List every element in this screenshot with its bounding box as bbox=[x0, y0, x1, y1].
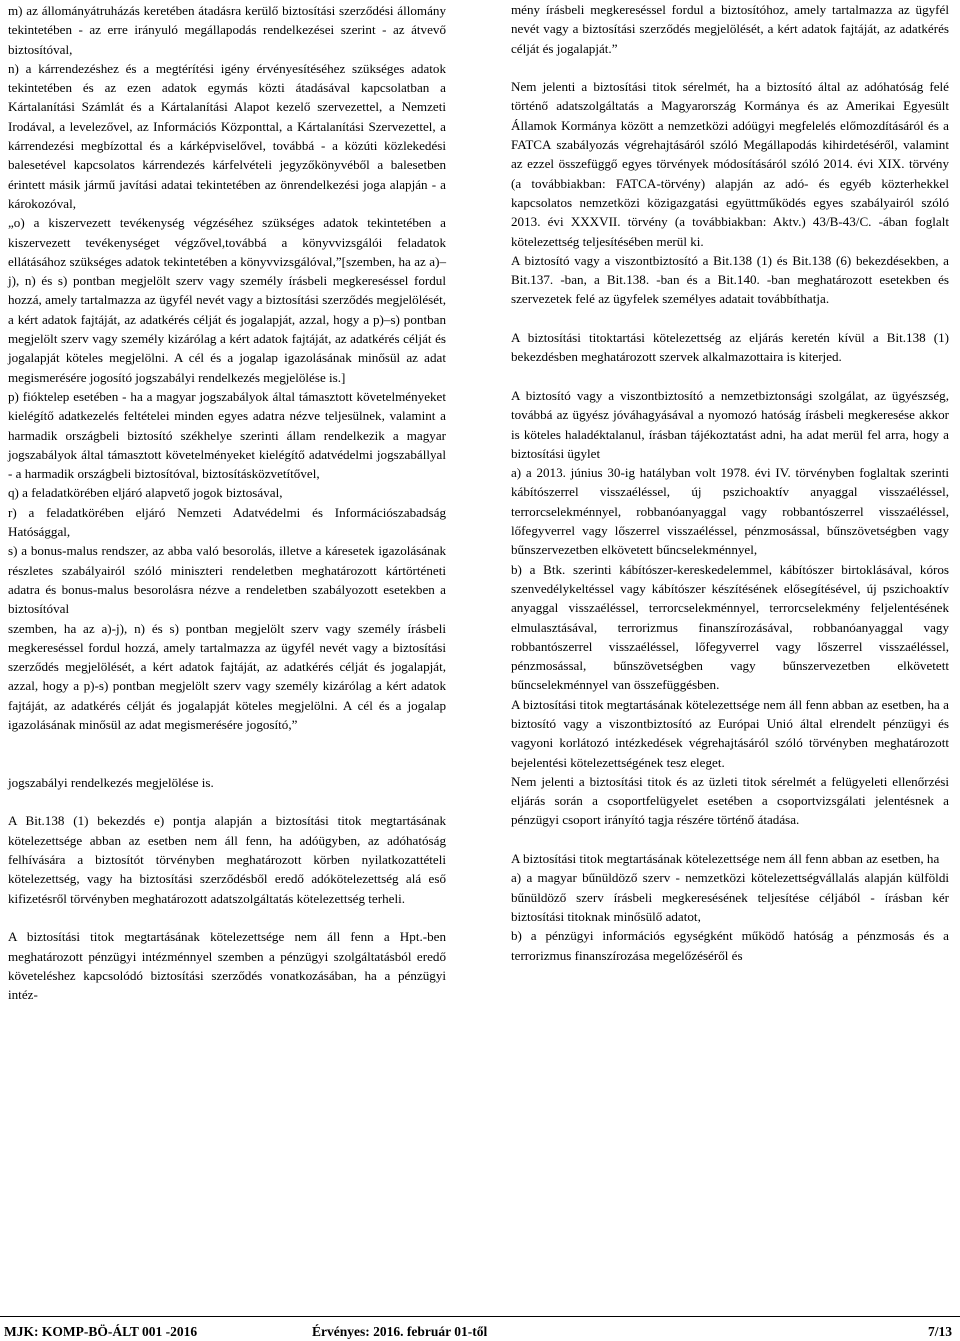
paragraph-item-b: b) a Btk. szerinti kábítószer-kereskedelemmel, kábítószer birtoklásával, kóros szenvedélykeltéssel vagy kábítószer készítésének elősegítésével, új pszichoaktív anyaggal visszaéléssel, terrorcselekménnyel, terrorcselekmény feljelentésének elmulasztásával, terrorizmus finanszírozásával, robbanóanyaggal vagy robbantószerrel visszaéléssel, lőfegyverrel vagy lőszerrel visszaéléssel, pénzmosással, bűnszövetségben vagy bűnszervezetben elkövetett bűncselekménnyel van összefüggésben. bbox=[511, 561, 949, 693]
paragraph-transfer: A biztosító vagy a viszontbiztosító a Bit.138 (1) és Bit.138 (6) bekezdésekben, a Bit.137. -ban, a Bit.138. -ban és a Bit.140. -ban meghatározott esetekben és szervezetek felé az ügyfelek személyes adatait továbbíthatja. bbox=[511, 252, 949, 307]
paragraph-national-security: A biztosító vagy a viszontbiztosító a nemzetbiztonsági szolgálat, az ügyészség, továbbá az ügyész jóváhagyásával a nyomozó hatóság írásbeli megkeresése akkor is köteles haladéktalanul, írásban tájékoztatást adni, ha adat merül fel arra, hogy a biztosítási ügylet bbox=[511, 387, 949, 461]
paragraph-law-enforcement: a) a magyar bűnüldöző szerv - nemzetközi kötelezettségvállalás alapján külföldi bűnüldöző szerv írásbeli megkeresésének teljesítése céljából - írásban kér biztosítási titoknak minősülő adatot, bbox=[511, 870, 949, 924]
paragraph-r: r) a feladatkörében eljáró Nemzeti Adatvédelmi és Információszabadság Hatósággal, bbox=[8, 504, 446, 540]
paragraph-n: n) a kárrendezéshez és a megtérítési igény érvényesítéséhez szükséges adatok tekintetében és az ezen adatok egymás közti átadásával kapcsolatban a Kártalanítási Számlát és a Kártalanítási Alapot kezelő szervezettel, a Nemzeti Irodával, a levelezővel, az Információs Központtal, a Kártalanítási Szervezettel, a kárrendezési megbízottal és a kárképviselővel, továbbá - a közúti közlekedési balesetével kapcsolatos kárrendezés kárfelvételi jegyzőkönyvéből a balesetben érintett másik jármű javítási adatai tekintetében az önrendelkezési joga alapján - a károkozóval, bbox=[8, 60, 446, 211]
paragraph-continuation: mény írásbeli megkereséssel fordul a biztosítóhoz, amely tartalmazza az ügyfél nevét vagy a biztosítási szerződés megjelölését, a kért adatok fajtáját, az adatkérés célját és jogalapját.” bbox=[511, 2, 949, 56]
paragraph-s: s) a bonus-malus rendszer, az abba való besorolás, illetve a káresetek igazolásának részletes szabályairól szóló miniszteri rendeletben meghatározott kártörténeti adatra és bonus-malus besorolásra nézve a rendeletben szabályozott esetekben a biztosítóval bbox=[8, 543, 446, 617]
paragraph-o: „o) a kiszervezett tevékenység végzéséhez szükséges adatok tekintetében a kiszervezett tevékenységet végzővel,továbbá a könyvvizsgálói feladatok ellátásához szükséges adatok tekintetében a könyvvizsgálóval,”[szemben, ha az a)–j), n) és s) pontban megjelölt szerv vagy személy írásbeli megkereséssel fordul hozzá, amely tartalmazza az ügyfél nevét vagy a biztosítási szerződés megjelölését, a kért adatok fajtáját, az adatkérés célját és jogalapját, azzal, hogy a p)–s) pontban megjelölt szerv vagy személy kizárólag a kért adatok fajtáját, az adatkérés célját és jogalapját köteles megjelölni. A cél és a jogalap igazolásának minősül az adat megismerésére jogosító jogszabályi rendelkezés megjelölése is.] bbox=[8, 215, 446, 385]
page-footer bbox=[0, 1316, 960, 1340]
right-column bbox=[511, 0, 949, 965]
paragraph-eu-sanctions: A biztosítási titok megtartásának kötelezettsége nem áll fenn abban az esetben, ha a biztosító vagy a viszontbiztosító az Európai Unió által elrendelt pénzügyi és vagyoni korlátozó intézkedések végrehajtásáról szóló törvényben meghatározott bejelentési kötelezettségének tesz eleget. bbox=[511, 696, 949, 770]
paragraph-p: p) fióktelep esetében - ha a magyar jogszabályok által támasztott követelményeket kielégítő adatkezelés feltételei minden egyes adatra nézve teljesülnek, valamint a harmadik országbeli biztosító székhelye szerinti állam rendelkezik a magyar jogszabályok által támasztott követelményeket kielégítő adatvédelmi jogszabállyal - a harmadik országbeli biztosítóval, biztosításközvetítővel, bbox=[8, 388, 446, 482]
paragraph-bit138-e: A Bit.138 (1) bekezdés e) pontja alapján a biztosítási titok megtartásának kötelezettsége abban az esetben nem áll fenn, ha adóügyben, az adóhatóság felhívására a biztosítót törvényben meghatározott körben nyilatkozattételi kötelezettség, vagy ha biztosítási szerződésből eredő adókötelezettség alá eső kifizetésről törvényben meghatározott adatszolgáltatás kötelezettség terheli. bbox=[8, 813, 446, 906]
paragraph-m: m) az állományátruházás keretében átadásra kerülő biztosítási szerződési állomány tekintetében - az erre irányuló megállapodás rendelkezései szerint - az átvevő biztosítóval, bbox=[8, 3, 446, 57]
page-number: 7/13 bbox=[927, 1324, 952, 1339]
paragraph-item-a: a) a 2013. június 30-ig hatályban volt 1978. évi IV. törvényben foglaltak szerinti kábítószerrel visszaéléssel, új pszichoaktív anyaggal visszaéléssel, terrorcselekménnyel, robbanóanyaggal vagy robbantószerrel visszaéléssel, lőfegyverrel vagy lőszerrel visszaéléssel, pénzmosással, bűnszövetségben vagy bűnszervezetben elkövetett bűncselekménnyel, bbox=[511, 465, 949, 558]
paragraph-q: q) a feladatkörében eljáró alapvető jogok biztosával, bbox=[8, 485, 283, 501]
paragraph-szemben: szemben, ha az a)-j), n) és s) pontban megjelölt szerv vagy személy írásbeli megkereséssel fordul hozzá, amely tartalmazza az ügyfél nevét vagy a biztosítási szerződés megjelölését, a kért adatok fajtáját, az adatkérés célját és jogalapját, azzal, hogy a p)-s) pontban megjelölt szerv vagy személy kizárólag a kért adatok fajtáját, az adatkérés célját és jogalapját köteles megjelölni. A cél és a jogalap igazolásának minősül az adat megismerésére jogosító,” bbox=[8, 620, 446, 732]
paragraph-group-supervision: Nem jelenti a biztosítási titok és az üzleti titok sérelmét a felügyeleti ellenőrzési eljárás során a csoportfelügyelet esetében a csoportvizsgálati jelentésnek a pénzügyi csoport irányító tagja részére történő átadása. bbox=[511, 773, 949, 828]
validity-date: Érvényes: 2016. február 01-től bbox=[312, 1324, 488, 1339]
paragraph-secrecy-exception: A biztosítási titok megtartásának kötelezettsége nem áll fenn abban az esetben, ha bbox=[511, 851, 940, 867]
paragraph-jogszabalyi: jogszabályi rendelkezés megjelölése is. bbox=[8, 774, 214, 790]
left-column bbox=[8, 1, 446, 1004]
paragraph-fiu: b) a pénzügyi információs egységként működő hatóság a pénzmosás és a terrorizmus finanszírozása megelőzéséről és bbox=[511, 928, 949, 963]
document-code: MJK: KOMP-BÖ-ÁLT 001 -2016 bbox=[4, 1324, 198, 1339]
paragraph-fatca: Nem jelenti a biztosítási titok sérelmét, ha a biztosító által az adóhatóság felé történő adatszolgáltatás a Magyarország Kormánya és az Amerikai Egyesült Államok Kormánya között a nemzetközi adóügyi megfelelés előmozdításáról és a FATCA szabályozás végrehajtásáról szóló Megállapodás kihirdetéséről, valamint az ezzel összefüggő egyes törvények módosításáról szóló 2014. évi XIX. törvény (a továbbiakban: FATCA-törvény) alapján az adó- és egyéb közterhekkel kapcsolatos nemzetközi közigazgatási együttműködés egyes szabályairól szóló 2013. évi XXXVII. törvény (a továbbiakban: Aktv.) 43/B-43/C. -ában foglalt kötelezettség teljesítésében merül ki. bbox=[511, 79, 949, 249]
paragraph-hpt: A biztosítási titok megtartásának kötelezettsége nem áll fenn a Hpt.-ben meghatározott pénzügyi intézménnyel szemben a pénzügyi szolgáltatásból eredő követeléshez kapcsolódó biztosítási szerződés vonatkozásában, ha a pénzügyi intéz- bbox=[8, 929, 446, 1003]
paragraph-confidentiality-scope: A biztosítási titoktartási kötelezettség az eljárás keretén kívül a Bit.138 (1) bekezdésben meghatározott szervek alkalmazottaira is kiterjed. bbox=[511, 330, 949, 365]
